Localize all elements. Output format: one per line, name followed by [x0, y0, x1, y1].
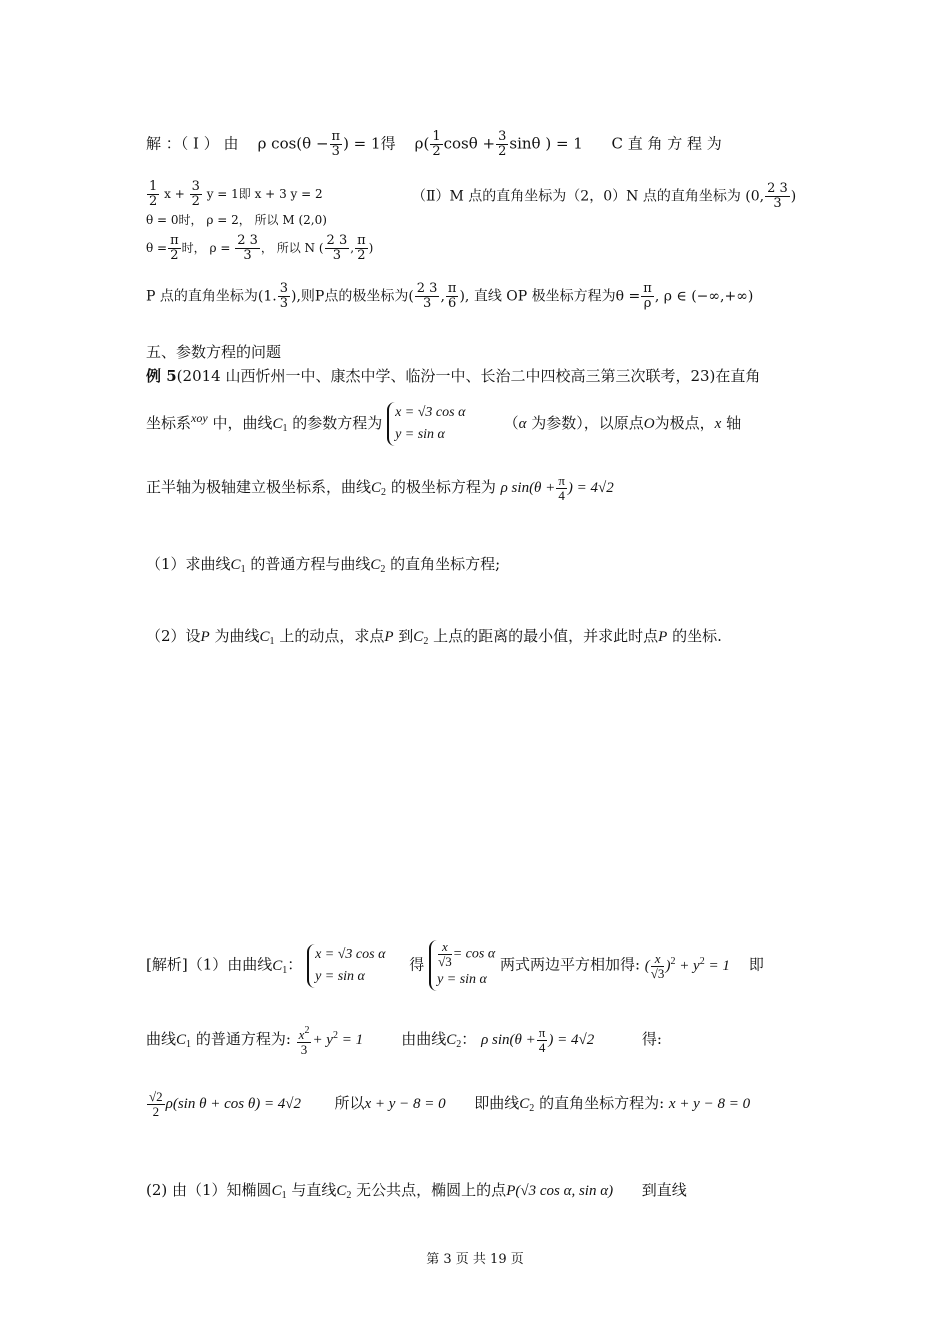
analysis-line-4: (2) 由（1）知椭圆$C_1$ 与直线$C_2$ 无公共点，椭圆上的点P(√3 cos α, sin α) 到直线: [146, 1181, 687, 1201]
parametric-system-c1: x = √3 cos α y = sin α: [387, 402, 465, 446]
example-line: [146, 366, 760, 386]
example-source: (2014 山西忻州一中、康杰中学、临汾一中、长治二中四校高三第三次联考，23)在直角: [176, 367, 761, 385]
solution-line-2: $\frac{1}{2}$ x + $\frac{3}{2}$ y = 1即 x + 3 y = 2: [149, 179, 323, 209]
solution-line-2-right: （Ⅱ）M 点的直角坐标为（2，0）N 点的直角坐标为 (0, $\frac{2 3}{3}$ ): [412, 181, 797, 211]
analysis-line-1: [解析]（1）由曲线$C_1$： x = √3 cos α y = sin α 得 $\frac{x}{√3}$ = cos α y = sin α 两式两边平方相加得: ( $\frac{x}{√3}$ )$^2 + y^2 = 1$ 即: [146, 940, 764, 991]
expanded-polar: $\frac{√2}{2}$ ρ(sin θ + cos θ) = 4√2: [149, 1089, 302, 1119]
solution-line-1: 解 ：（ Ⅰ ） 由 ρ cos(θ − $\frac{\pi}{3}$ ) = 1得 ρ( $\frac{1}{2}$ cosθ + $\frac{3}{2}$ sinθ ) = 1 C 直 角 方 程 为: [146, 129, 722, 159]
fraction-3-2: $\frac{3}{2}$: [498, 129, 507, 159]
parametric-system-analysis: x = √3 cos α y = sin α: [307, 944, 385, 988]
fraction-pi-3: $\frac{\pi}{3}$: [331, 129, 341, 159]
problem-line-1: 坐标系$^{xoy}$ 中，曲线$C_1$ 的参数方程为 x = √3 cos α y = sin α （α 为参数），以原点O为极点，x 轴: [146, 402, 741, 446]
question-1: （1）求曲线$C_1$ 的普通方程与曲线$C_2$ 的直角坐标方程;: [146, 555, 501, 575]
solution-line-3: θ = 0时， ρ = 2， 所以 M (2,0): [146, 213, 327, 227]
solution-intro: 解 ：（ Ⅰ ） 由: [146, 134, 239, 153]
analysis-line-2: 曲线$C_1$ 的普通方程为: $\frac{x^2}{3}$ + $y^2 = 1$ 由曲线$C_2$： ρ sin(θ + $\frac{\pi}{4}$ ) = 4√2 得:: [146, 1025, 662, 1057]
analysis-line-3: $\frac{√2}{2}$ ρ(sin θ + cos θ) = 4√2 所以x + y − 8 = 0 即曲线$C_2$ 的直角坐标方程为: x + y − 8 = 0: [146, 1090, 750, 1119]
page-footer: 第 3 页 共 19 页: [426, 1252, 524, 1267]
ellipse-equation: $\frac{x^2}{3}$ + $y^2 = 1$: [298, 1025, 364, 1057]
question-2: （2）设P 为曲线$C_1$ 上的动点，求点P 到$C_2$ 上点的距离的最小值，并求此时点P 的坐标.: [146, 627, 722, 647]
squared-sum: ( $\frac{x}{√3}$ )$^2 + y^2 = 1$: [644, 950, 730, 981]
derived-system: $\frac{x}{√3}$ = cos α y = sin α: [429, 940, 495, 991]
example-label: 例 5: [146, 367, 177, 385]
problem-line-2: 正半轴为极轴建立极坐标系，曲线$C_2$ 的极坐标方程为 ρ sin(θ + $\frac{\pi}{4}$ ) = 4√2: [146, 473, 614, 503]
solution-line-5: P 点的直角坐标为(1. $\frac{3}{3}$ ),则P点的极坐标为( $\frac{2 3}{3}$ , $\frac{\pi}{6}$ ), 直线 OP 极坐标方程为θ = $\frac{\pi}{\rho}$ , ρ ∈ (−∞,+∞): [146, 281, 754, 311]
solution-line-4: θ = $\frac{\pi}{2}$ 时， ρ = $\frac{2 3}{3}$ ， 所以 N ( $\frac{2 3}{3}$ , $\frac{\pi}{2}$ ): [146, 233, 374, 263]
section-title: 五、参数方程的问题: [146, 343, 282, 361]
fraction-1-2: $\frac{1}{2}$: [432, 129, 441, 159]
polar-equation-c2: ρ sin(θ + $\frac{\pi}{4}$ ) = 4√2: [500, 473, 614, 503]
equation-rho-cos: ρ cos(θ −: [257, 134, 329, 153]
